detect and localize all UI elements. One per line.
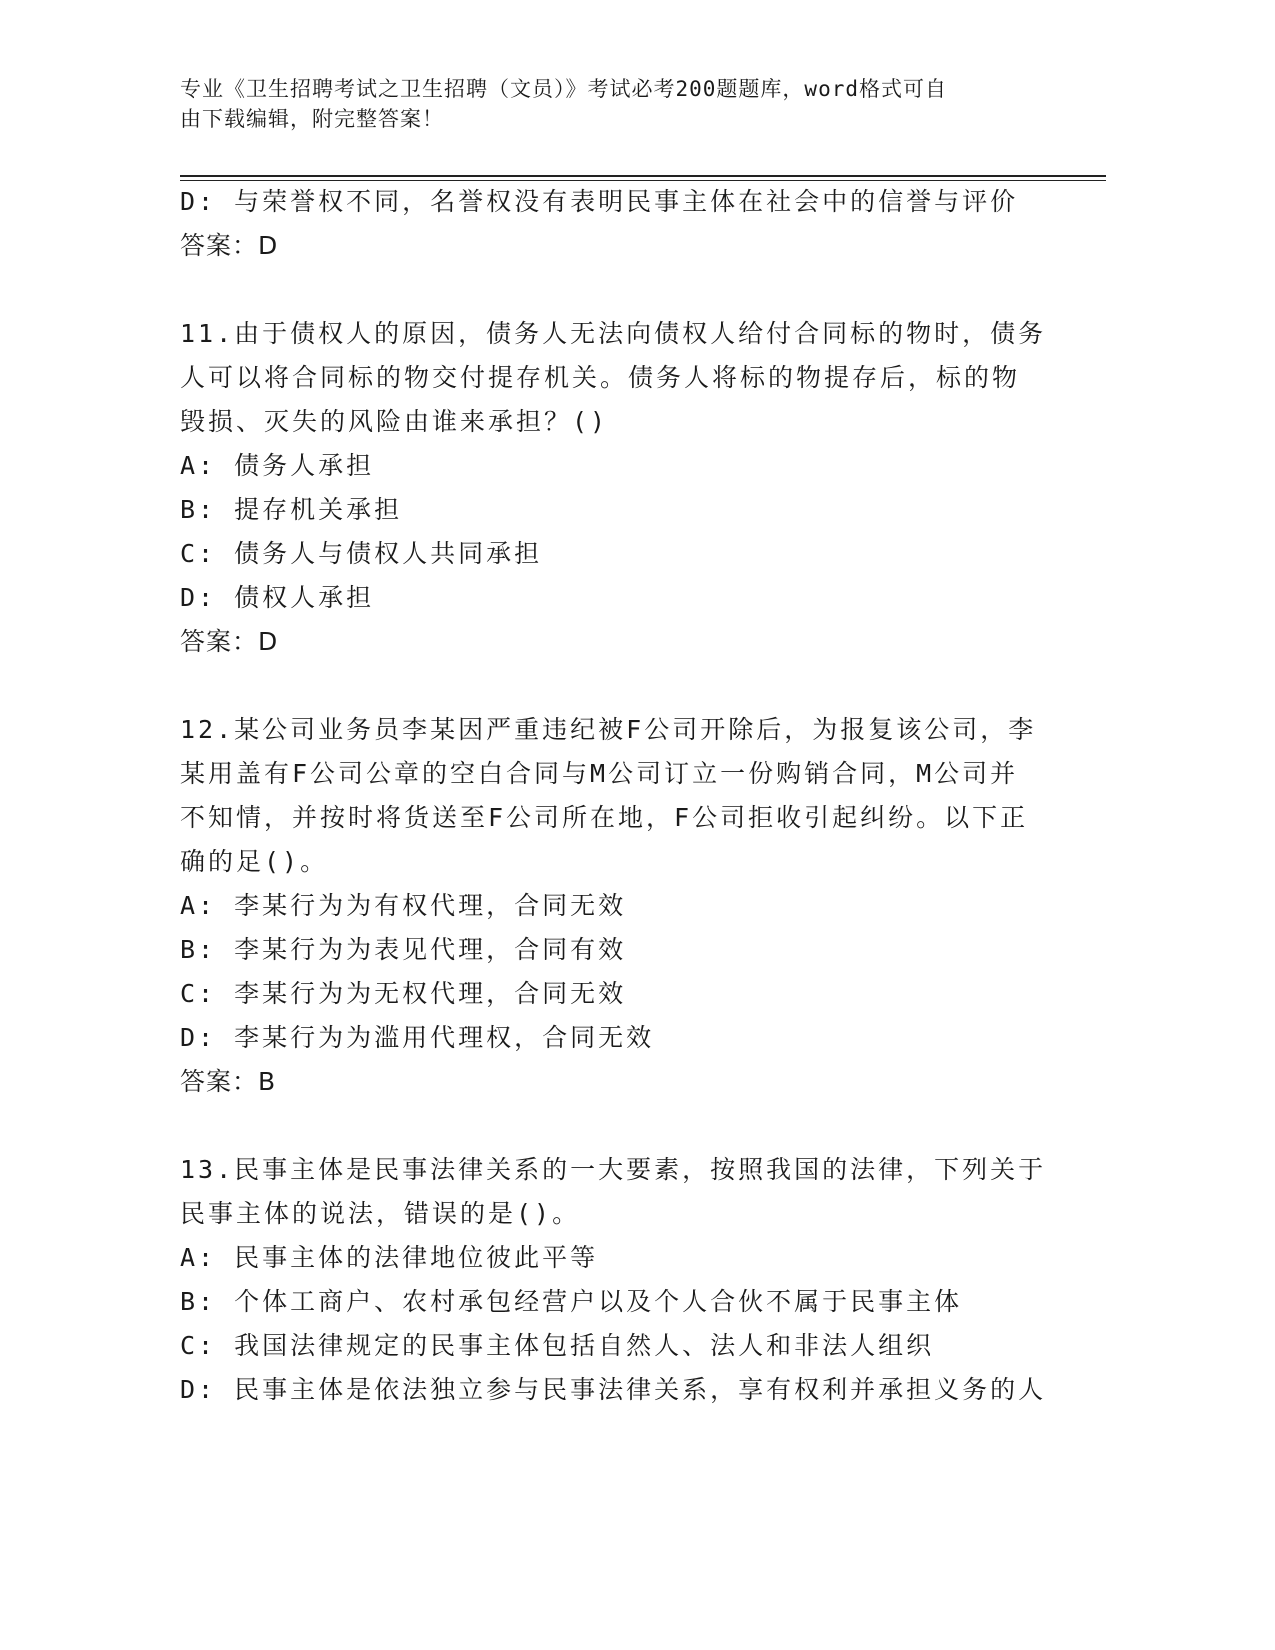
spacer xyxy=(180,664,1050,708)
answer-line: 答案：B xyxy=(180,1067,277,1096)
option-d: D: 民事主体是依法独立参与民事法律关系，享有权利并承担义务的人 xyxy=(180,1375,1047,1404)
question-stem-line: 某用盖有F公司公章的空白合同与M公司订立一份购销合同，M公司并 xyxy=(180,759,1019,788)
option-b: B: 李某行为为表见代理，合同有效 xyxy=(180,935,627,964)
spacer xyxy=(180,1104,1050,1148)
question-stem-line: 民事主体的说法，错误的是()。 xyxy=(180,1199,581,1228)
option-d: D: 李某行为为滥用代理权，合同无效 xyxy=(180,1023,655,1052)
question-stem-line: 毁损、灭失的风险由谁来承担？() xyxy=(180,407,609,436)
document-header xyxy=(180,74,1040,134)
question-stem-line: 12.某公司业务员李某因严重违纪被F公司开除后，为报复该公司，李 xyxy=(180,715,1037,744)
option-c: C: 债务人与债权人共同承担 xyxy=(180,539,543,568)
option-d: D: 债权人承担 xyxy=(180,583,375,612)
question-stem-line: 人可以将合同标的物交付提存机关。债务人将标的物提存后，标的物 xyxy=(180,363,1021,392)
question-stem-line: 不知情，并按时将货送至F公司所在地，F公司拒收引起纠纷。以下正 xyxy=(180,803,1029,832)
question-stem-line: 11.由于债权人的原因，债务人无法向债权人给付合同标的物时，债务 xyxy=(180,319,1047,348)
option-d: D: 与荣誉权不同，名誉权没有表明民事主体在社会中的信誉与评价 xyxy=(180,187,1019,216)
question-stem-line: 确的足()。 xyxy=(180,847,329,876)
option-a: A: 李某行为为有权代理，合同无效 xyxy=(180,891,627,920)
answer-line: 答案：D xyxy=(180,627,279,656)
question-list xyxy=(180,180,1050,1412)
question-stem-line: 13.民事主体是民事法律关系的一大要素，按照我国的法律，下列关于 xyxy=(180,1155,1047,1184)
question-block xyxy=(180,708,1050,1104)
option-b: B: 个体工商户、农村承包经营户以及个人合伙不属于民事主体 xyxy=(180,1287,963,1316)
question-block xyxy=(180,180,1050,268)
question-block xyxy=(180,1148,1050,1412)
option-a: A: 债务人承担 xyxy=(180,451,375,480)
option-c: C: 我国法律规定的民事主体包括自然人、法人和非法人组织 xyxy=(180,1331,935,1360)
option-c: C: 李某行为为无权代理，合同无效 xyxy=(180,979,627,1008)
spacer xyxy=(180,268,1050,312)
question-block xyxy=(180,312,1050,664)
header-line: 专业《卫生招聘考试之卫生招聘（文员）》考试必考200题题库，word格式可自 xyxy=(180,77,947,101)
option-b: B: 提存机关承担 xyxy=(180,495,403,524)
option-a: A: 民事主体的法律地位彼此平等 xyxy=(180,1243,599,1272)
header-line: 由下载编辑，附完整答案！ xyxy=(180,107,444,131)
answer-line: 答案：D xyxy=(180,231,279,260)
